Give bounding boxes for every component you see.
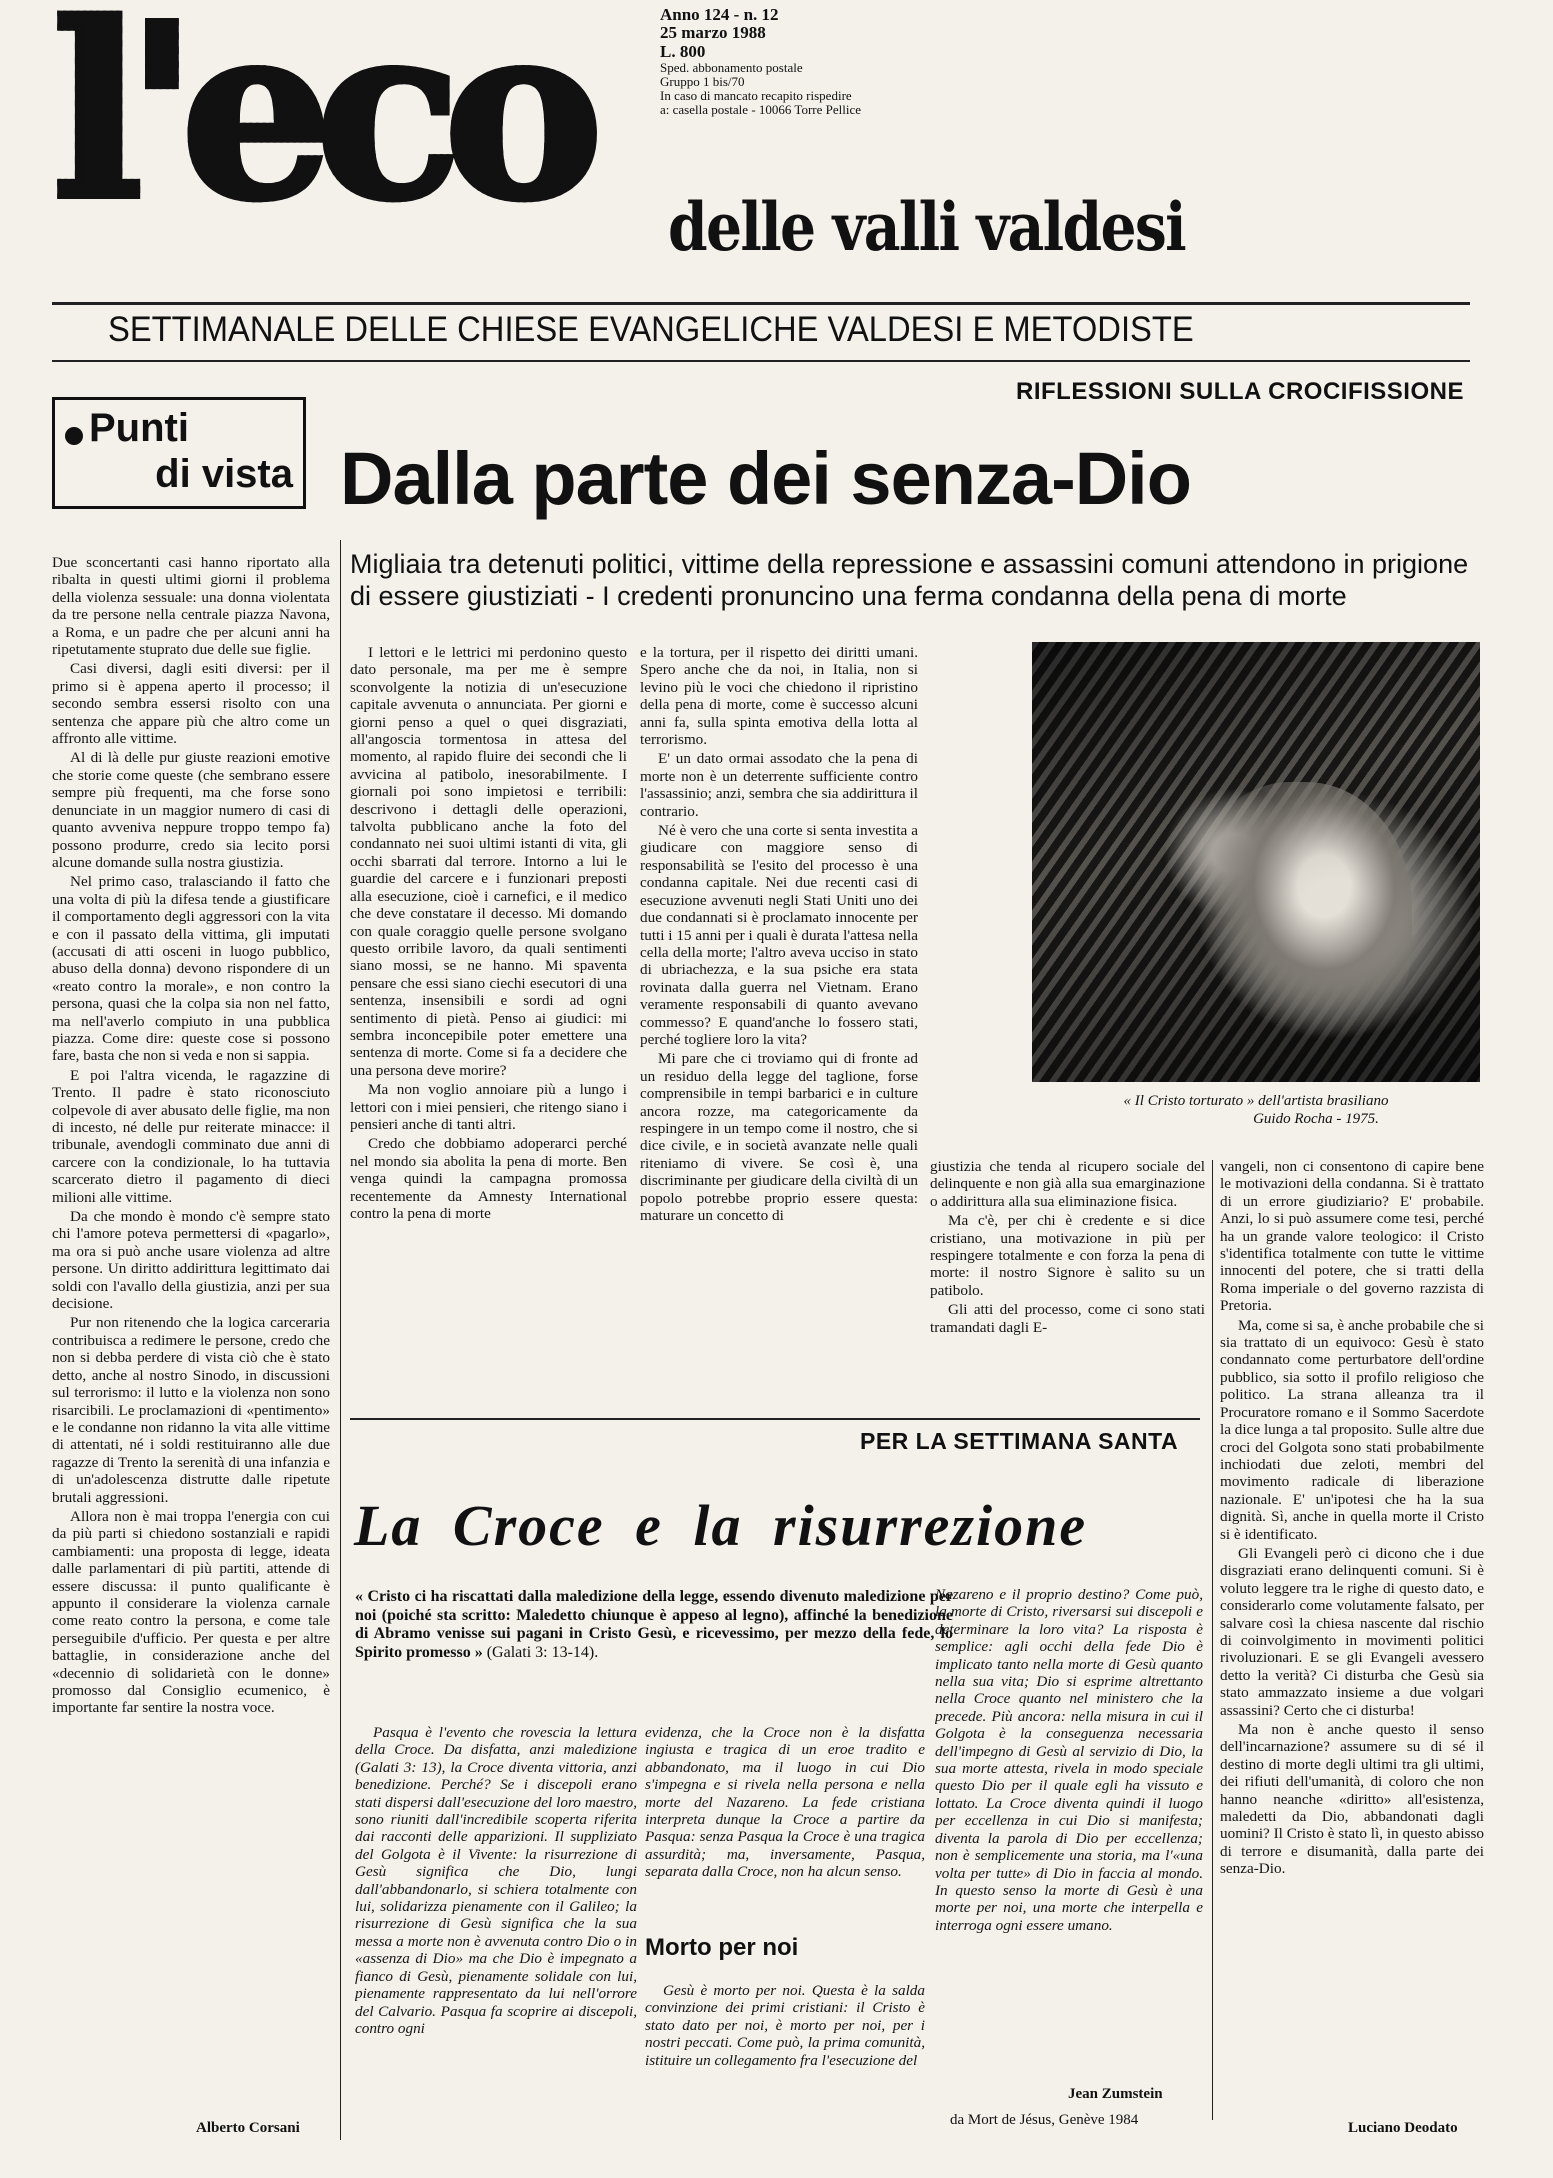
main-paragraph: Ma c'è, per chi è credente e si dice cristiano, una motivazione in più per respingere totalmente e con forza la pena di morte: il nostro Signore è salito su un patibolo. bbox=[930, 1212, 1205, 1299]
main-paragraph: Credo che dobbiamo adoperarci perché nel mondo sia abolita la pena di morte. Ben venga quindi la campagna promossa recentemente da Amnesty International contro la pena di morte bbox=[350, 1135, 627, 1222]
bullet-icon bbox=[65, 427, 83, 445]
main-paragraph: e la tortura, per il rispetto dei diritti umani. Spero anche che da noi, in Italia, non si levino più le voci che chiedono il ripristino della pena di morte, come è successo alcuni anni fa, sulla spinta emotiva della lotta al terrorismo. bbox=[640, 644, 918, 749]
pdv-paragraph: Due sconcertanti casi hanno riportato alla ribalta in questi ultimi giorni il problema della violenza sessuale: una donna violentata da tre persone nella centrale piazza Navona, a Roma, e un padre che per alcuni anni ha ripetutamente stuprato due delle sue figlie. bbox=[52, 554, 330, 659]
main-deck: Migliaia tra detenuti politici, vittime della repressione e assassini comuni attendono in prigione di essere giustiziati - I credenti pronuncino una ferma condanna della pena di morte bbox=[350, 549, 1469, 611]
main-col-1 bbox=[350, 644, 627, 1384]
column-divider bbox=[340, 540, 341, 2140]
main-paragraph: Gli Evangeli però ci dicono che i due disgraziati erano delinquenti comuni. Si è voluto leggere tra le righe di questo dato, e considerarlo come volutamente falsato, per salvare così la chiesa nascente dal rischio di coinvolgimento in movimenti politici rivoluzionari. E se gli Evangeli avessero detto la verità? Ci disturba che Gesù sia stato ammazzato insieme a due volgari assassini? Certo che ci disturba! bbox=[1220, 1544, 1484, 1719]
main-col-4 bbox=[1220, 1158, 1484, 2102]
punti-label: Punti bbox=[89, 406, 189, 450]
main-paragraph: Gli atti del processo, come ci sono stati tramandati dagli E- bbox=[930, 1301, 1205, 1336]
pdv-paragraph: Allora non è mai troppa l'energia con cui da più parti si chiedono sostanziali e rapidi cambiamenti: una proposta di legge, ideata dalle parlamentari di più partiti, attende di essere discussa: il punto qualificante è appunto il considerare la violenza carnale come reato contro la persona, e come tale perseguibile d'ufficio. Per questa e per altre battaglie, in considerazione anche del «decennio di solidarietà con le donne» promosso dal Consiglio ecumenico, è importante far sentire la nostra voce. bbox=[52, 1507, 330, 1717]
punti-di-vista-text bbox=[52, 554, 330, 2114]
pdv-author: Alberto Corsani bbox=[196, 2120, 300, 2136]
postal-line-1: Sped. abbonamento postale bbox=[660, 60, 803, 75]
second-paragraph: Pasqua è l'evento che rovescia la lettura della Croce. Da disfatta, anzi maledizione (Galati 3: 13), la Croce diventa vittoria, anzi benedizione. Perché? Se i discepoli erano stati dispersi dall'esecuzione del loro maestro, sono riuniti dall'incredibile scoperta riferita dai racconti delle apparizioni. Il suppliziato del Golgota è il Vivente: la risurrezione di Gesù significa che Dio, lungi dall'abbandonarlo, si schiera totalmente con lui, solidarizza pienamente con il Galileo; la risurrezione di Gesù significa che la sua messa a morte non è avvenuta contro Dio o in «assenza di Dio» ma che Dio è impegnato a fianco di Gesù, pienamente solidale con lui, pienamente rappresentato da lui nell'orrore del Calvario. Pasqua fa scoprire ai discepoli, contro ogni bbox=[355, 1724, 637, 2037]
main-paragraph: Mi pare che ci troviamo qui di fronte ad un residuo della legge del taglione, forse comprensibile in tempi barbarici e in culture ancora rozze, ma categoricamente da respingere in un tempo come il nostro, che si dice civile, e in società avanzate nelle quali riteniamo di vivere. Se così è, una discriminante per giudicare della civiltà di un popolo potrebbe proprio essere questa: maturare un concetto di bbox=[640, 1050, 918, 1224]
main-paragraph: I lettori e le lettrici mi perdonino questo dato personale, ma per me è sempre sconvolgente la notizia di un'esecuzione capitale avvenuta o annunciata. Per giorni e giorni penso a quel o quei disgraziati, all'angoscia tormentosa in attesa del momento, al rapido fluire dei secondi che li avvicina al patibolo, inesorabilmente. I giornali poi sono impietosi e terribili: descrivono i dettagli delle operazioni, talvolta pubblicano anche la foto del condannato nei suoi ultimi istanti di vita, gli occhi sbarrati dal terrore. Intorno a lui le guardie del carcere e i funzionari preposti alla esecuzione, cioè i carnefici, e il medico che deve constatare il decesso. Mi domando con quale coraggio quelle persone svolgano questo orribile lavoro, da quali sentimenti siano mossi, se ne hanno. Mi spaventa pensare che essi siano ciechi esecutori di una sentenza, insensibili e sordi ad ogni sentimento di pietà. Penso ai giudici: mi sembra inconcepibile poter emettere una sentenza di morte. Come si fa a decidere che una persona deve morire? bbox=[350, 644, 627, 1079]
masthead-rule-bottom bbox=[52, 360, 1470, 362]
photo-cristo-torturato bbox=[1032, 642, 1480, 1082]
di-vista-label: di vista bbox=[155, 452, 293, 496]
main-kicker: RIFLESSIONI SULLA CROCIFISSIONE bbox=[1016, 378, 1464, 405]
pdv-paragraph: Al di là delle pur giuste reazioni emotive che storie come queste (che sembrano essere sempre più frequenti, ma che forse sono denunciate in un maggior numero di casi di quanto avveniva neppure troppo tempo fa) possono produrre, credo sia lecito porsi alcune domande sulla nostra giustizia. bbox=[52, 749, 330, 871]
main-paragraph: Ma non voglio annoiare più a lungo i lettori con i miei pensieri, che ritengo siano i pensieri anche di tanti altri. bbox=[350, 1081, 627, 1133]
main-paragraph: Ma non è anche questo il senso dell'incarnazione? assumere su di sé il destino di morte degli ultimi tra gli ultimi, dei rifiuti dell'umanità, di coloro che non hanno neanche «diritto» all'esistenza, maledetti da Dio, abbandonati dagli uomini? Il Cristo è stato lì, in questo abisso di terrore e disumanità, dalla parte dei senza-Dio. bbox=[1220, 1721, 1484, 1878]
second-subhead: Morto per noi bbox=[645, 1934, 799, 1961]
masthead-tagline: SETTIMANALE DELLE CHIESE EVANGELICHE VALDESI E METODISTE bbox=[108, 310, 1194, 349]
issue-info bbox=[660, 6, 1020, 117]
logo: l'eco bbox=[52, 0, 586, 232]
main-col-2 bbox=[640, 644, 918, 1390]
postal-line-3: In caso di mancato recapito rispedire bbox=[660, 88, 852, 103]
postal-line-4: a: casella postale - 10066 Torre Pellice bbox=[660, 102, 861, 117]
issue-date: 25 marzo 1988 bbox=[660, 23, 766, 42]
second-paragraph: evidenza, che la Croce non è la disfatta ingiusta e tragica di un eroe tradito e abbandonato, ma il luogo in cui Dio s'impegna e si rivela nella persona e nella morte del Nazareno. La fede cristiana interpreta dunque la Croce a partire da Pasqua: senza Pasqua la Croce è una tragica assurdità; ma, inversamente, Pasqua, separata dalla Croce, non ha alcun senso. bbox=[645, 1724, 925, 1881]
main-paragraph: vangeli, non ci consentono di capire bene le motivazioni della condanna. Si è trattato di un errore giudiziario? E' probabile. Anzi, lo si può assumere come tesi, perché ha un grande valore teologico: il Cristo s'identifica totalmente con tutte le vittime innocenti del potere, che si tratti della Roma imperiale o del governo razzista di Pretoria. bbox=[1220, 1158, 1484, 1315]
pdv-paragraph: Casi diversi, dagli esiti diversi: per il primo si è appena aperto il processo; il secondo sembra essersi risolto con una sentenza che appare più che altro come un affronto alle vittime. bbox=[52, 660, 330, 748]
second-author: Jean Zumstein bbox=[1068, 2086, 1163, 2102]
pdv-paragraph: Nel primo caso, tralasciando il fatto che una volta di più la difesa tende a giustificare il comportamento degli aggressori con la vita e con il passato della vittima, gli imputati (accusati di atti osceni in luogo pubblico, abuso della donna) devono rispondere di un «reato contro la morale», e non contro la persona, quasi che la colpa sia non nel fatto, ma nell'averlo compiuto in una pubblica piazza. Come dire: queste cose si possono fare, basta che non si veda e non si sappia. bbox=[52, 873, 330, 1065]
main-paragraph: Né è vero che una corte si senta investita a giudicare con maggiore senso di responsabilità se l'esito del processo è una condanna capitale. Nei due recenti casi di esecuzione avvenuti negli Stati Uniti uno dei due condannati si è proclamato innocente per tutti i 15 anni per i quali è durata l'attesa nella cella della morte; l'altro aveva ucciso in stato di ubriachezza, e la sua psiche era stata rovinata dalla guerra nel Vietnam. Erano veramente responsabili di quanto avevano commesso? E quand'anche lo fossero stati, perché togliere loro la vita? bbox=[640, 822, 918, 1048]
second-col-2 bbox=[645, 1724, 925, 1920]
quote-ref: (Galati 3: 13-14). bbox=[486, 1643, 599, 1661]
photo-caption bbox=[1032, 1092, 1480, 1128]
issue-number: Anno 124 - n. 12 bbox=[660, 5, 779, 24]
issue-price: L. 800 bbox=[660, 42, 706, 61]
second-source: da Mort de Jésus, Genève 1984 bbox=[950, 2112, 1139, 2128]
main-col-3 bbox=[930, 1158, 1205, 1390]
caption-line-2: Guido Rocha - 1975. bbox=[1253, 1111, 1379, 1127]
pdv-paragraph: Da che mondo è mondo c'è sempre stato chi l'amore poteva permettersi di «pagarlo», ma ora si può anche usare violenza ad altre persone. Un diritto addirittura legittimato dai soldi con l'avallo della giustizia, anzi per sua decisione. bbox=[52, 1208, 330, 1313]
punti-di-vista-box bbox=[52, 397, 306, 509]
photo-figure bbox=[1192, 782, 1412, 1042]
postal-line-2: Gruppo 1 bis/70 bbox=[660, 74, 745, 89]
caption-line-1: « Il Cristo torturato » dell'artista brasiliano bbox=[1123, 1093, 1389, 1109]
main-paragraph: E' un dato ormai assodato che la pena di morte non è un deterrente sufficiente contro l'assassinio; anzi, sembra che sia addirittura il contrario. bbox=[640, 750, 918, 820]
masthead-subtitle: delle valli valdesi bbox=[668, 188, 1185, 266]
column-divider bbox=[1212, 1160, 1213, 2120]
quote-text: « Cristo ci ha riscattati dalla maledizione della legge, essendo divenuto maledizione per noi (poiché sta scritto: Maledetto chiunque è appeso al legno), affinché la benedizione di Abramo venisse sui pagani in Cristo Gesù, e ricevessimo, per mezzo della fede, lo Spirito promesso » bbox=[355, 1588, 953, 1661]
second-col-1 bbox=[355, 1724, 637, 2134]
pdv-paragraph: Pur non ritenendo che la logica carceraria contribuisca a redimere le persone, credo che non si debba perdere di vista ciò che è stato detto, anche al nostro Sinodo, in discussioni sul terrorismo: il lutto e la violenza non sono risarcibili. Le proclamazioni di «pentimento» e le condanne non ridanno la vita alle vittime di attentati, né i soldi restituiranno alle due ragazze di Trento la serenità di una infanzia e di un'adolescenza distrutte dalle ripetute brutali aggressioni. bbox=[52, 1314, 330, 1506]
second-quote bbox=[355, 1588, 953, 1662]
second-col-3 bbox=[935, 1586, 1203, 2070]
second-kicker: PER LA SETTIMANA SANTA bbox=[860, 1428, 1179, 1454]
second-paragraph: Gesù è morto per noi. Questa è la salda convinzione dei primi cristiani: il Cristo è stato dato per noi, è morto per noi, per i nostri peccati. Come può, la prima comunità, istituire un collegamento fra l'esecuzione del bbox=[645, 1982, 925, 2069]
masthead-rule bbox=[52, 302, 1470, 305]
second-headline: La Croce e la risurrezione bbox=[354, 1493, 1088, 1558]
main-headline: Dalla parte dei senza-Dio bbox=[340, 437, 1191, 520]
second-article-rule bbox=[350, 1418, 1200, 1420]
main-paragraph: giustizia che tenda al ricupero sociale del delinquente e non già alla sua emarginazione o addirittura alla sua eliminazione fisica. bbox=[930, 1158, 1205, 1210]
second-paragraph: Nazareno e il proprio destino? Come può, la morte di Cristo, riversarsi sui discepoli e determinare la loro vita? La risposta è semplice: agli occhi della fede Dio è implicato tanto nella morte di Gesù quanto nella sua vita; Dio si esprime altrettanto nella Croce quanto nel ministero che la precede. Più ancora: nella misura in cui il Golgota è la conseguenza necessaria dell'impegno di Gesù al servizio di Dio, la sua morte attesta, rivela in modo speciale questo Dio per il quale egli ha vissuto e lottato. La Croce diventa quindi il luogo per eccellenza in cui Dio si manifesta; diventa la parola di Dio per eccellenza; non è semplicemente una storia, ma l'«una volta per tutte» di Dio in faccia al mondo. In questo senso la morte di Gesù è una morte per noi, una morte che interpella e interroga ogni essere umano. bbox=[935, 1586, 1203, 1934]
main-paragraph: Ma, come si sa, è anche probabile che si sia trattato di un equivoco: Gesù è stato condannato come perturbatore dell'ordine pubblico, sia sotto il profilo religioso che politico. La strana alleanza tra il Procuratore romano e il Sommo Sacerdote la dice lunga a tal proposito. Sulle altre due croci del Golgota sono stati probabilmente inchiodati due zeloti, membri del movimento radicale di liberazione nazionale. E' un'ipotesi che ha la sua dignità. Sì, anche in quella morte il Cristo si è identificato. bbox=[1220, 1316, 1484, 1543]
pdv-paragraph: E poi l'altra vicenda, le ragazzine di Trento. Il padre è stato riconosciuto colpevole di aver abusato delle figlie, ma non di incesto, né delle pur reiterate minacce: il tribunale, avendogli comminato due anni di carcere con la condizionale, lo ha tuttavia scarcerato dietro il pagamento di dieci milioni alle vittime. bbox=[52, 1066, 330, 1206]
main-author: Luciano Deodato bbox=[1348, 2120, 1458, 2136]
masthead bbox=[0, 0, 1553, 380]
second-col-2b bbox=[645, 1982, 925, 2132]
